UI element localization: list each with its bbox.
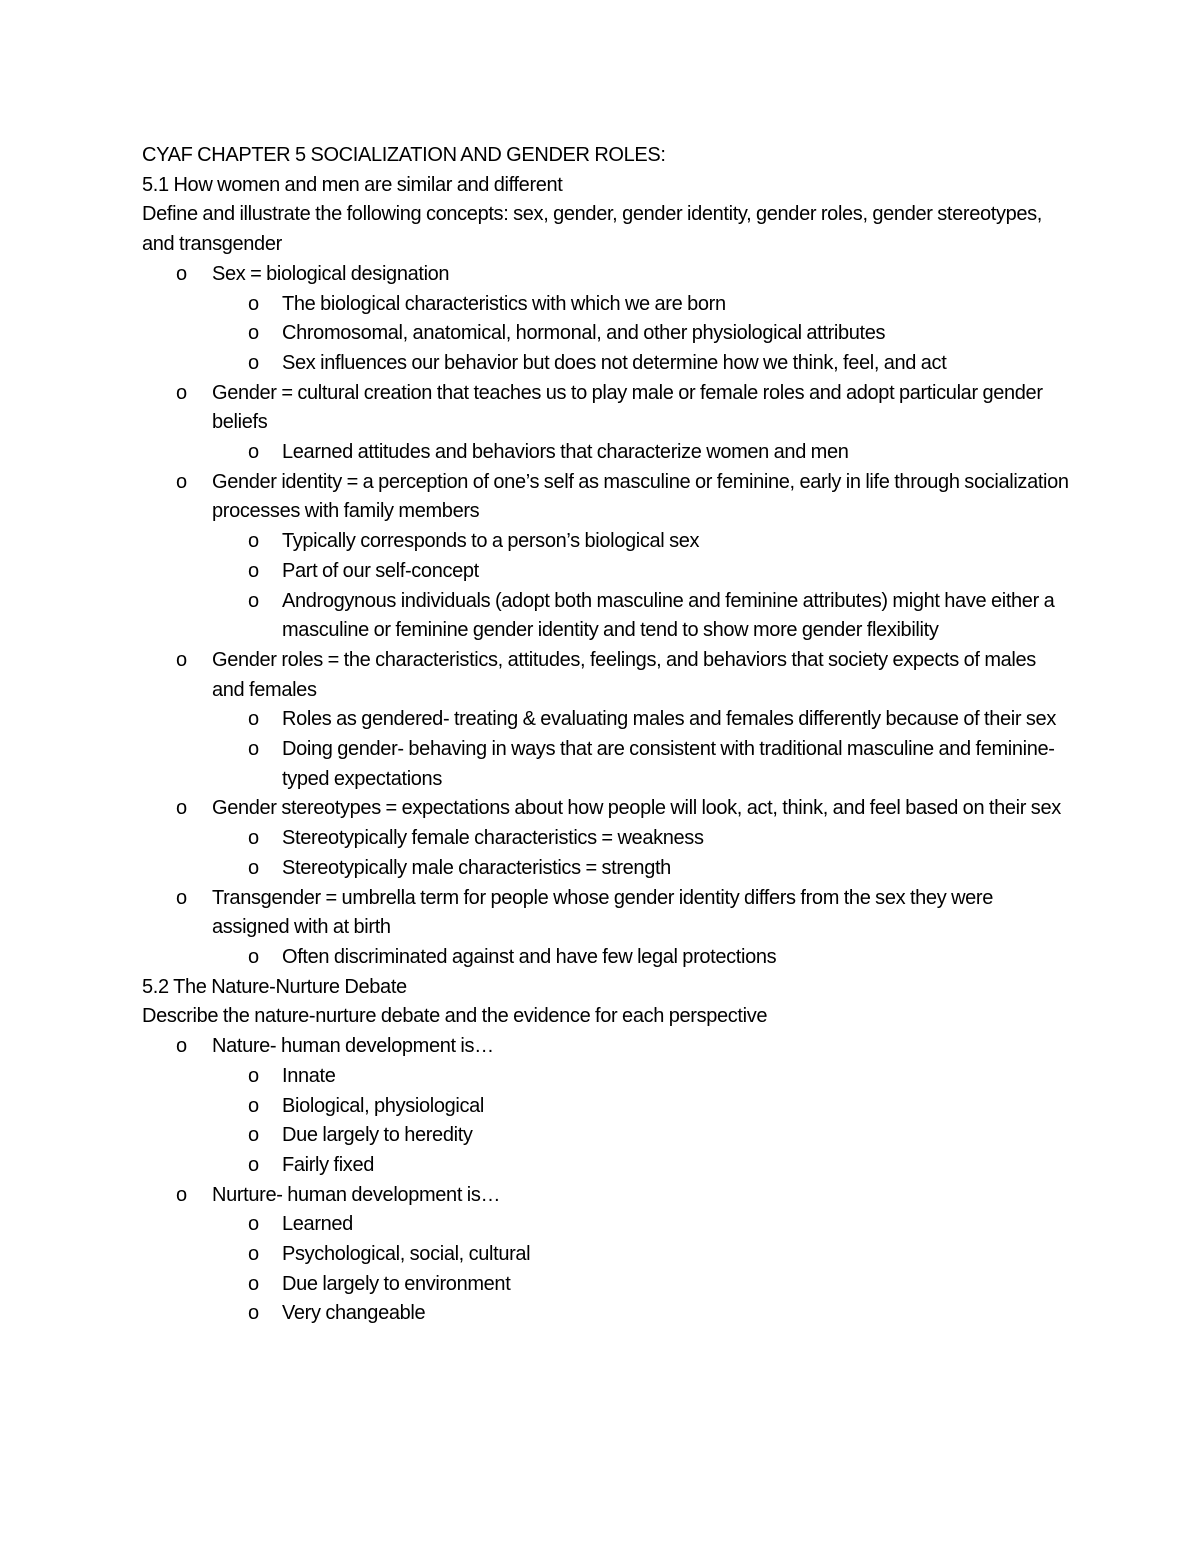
sub-list-item [142, 1240, 1072, 1270]
list-item [142, 794, 1072, 824]
sub-list-item-text: Androgynous individuals (adopt both masculine and feminine attributes) might have either a masculine or feminine gender identity and tend to show more gender flexibility [282, 589, 1055, 642]
list-item [142, 1181, 1072, 1211]
sub-list-item [142, 824, 1072, 854]
bullet-icon: o [248, 1302, 259, 1325]
bullet-icon: o [248, 322, 259, 345]
sub-list-item-text: Due largely to environment [282, 1272, 511, 1295]
sub-list-item-text: The biological characteristics with which we are born [282, 292, 726, 315]
sub-list-item-text: Chromosomal, anatomical, hormonal, and other physiological attributes [282, 322, 886, 345]
bullet-icon: o [248, 559, 259, 582]
sub-list-item-text: Sex influences our behavior but does not determine how we think, feel, and act [282, 351, 947, 374]
sub-list-item-text: Roles as gendered- treating & evaluating males and females differently because of their sex [282, 708, 1056, 731]
list-item [142, 468, 1072, 527]
bullet-icon: o [248, 1213, 259, 1236]
bullet-icon: o [248, 530, 259, 553]
sub-list-item-text: Learned attitudes and behaviors that characterize women and men [282, 441, 849, 464]
bullet-icon: o [248, 351, 259, 374]
bullet-icon: o [248, 1064, 259, 1087]
sub-list-item [142, 1121, 1072, 1151]
sub-list-item [142, 1270, 1072, 1300]
bullet-icon: o [248, 945, 259, 968]
bullet-icon: o [176, 797, 187, 820]
list-item-text: Gender = cultural creation that teaches us to play male or female roles and adopt particular gender beliefs [212, 381, 1043, 434]
list-item-text: Gender identity = a perception of one’s self as masculine or feminine, early in life through socialization processes with family members [212, 470, 1069, 523]
list-item-text: Transgender = umbrella term for people whose gender identity differs from the sex they were assigned with at birth [212, 886, 994, 939]
bullet-icon: o [248, 827, 259, 850]
bullet-icon: o [248, 1153, 259, 1176]
section-intro: Describe the nature-nurture debate and the evidence for each perspective [142, 1005, 768, 1028]
sub-list-item-text: Biological, physiological [282, 1094, 484, 1117]
document-title: CYAF CHAPTER 5 SOCIALIZATION AND GENDER ROLES: [142, 144, 666, 166]
sub-list-item [142, 1092, 1072, 1122]
sub-list-item [142, 349, 1072, 379]
sub-list-item-text: Typically corresponds to a person’s biological sex [282, 530, 700, 553]
bullet-icon: o [176, 1183, 187, 1206]
bullet-icon: o [176, 886, 187, 909]
sub-list-item [142, 735, 1072, 794]
sub-list-item-text: Innate [282, 1064, 336, 1087]
sub-list-item [142, 943, 1072, 973]
bullet-icon: o [248, 1243, 259, 1266]
sub-list-item [142, 854, 1072, 884]
sub-list-item [142, 527, 1072, 557]
sub-list-item [142, 1299, 1072, 1329]
bullet-icon: o [248, 1094, 259, 1117]
sub-list-item-text: Stereotypically female characteristics = weakness [282, 827, 704, 850]
sub-list-item [142, 1151, 1072, 1181]
sub-list-item [142, 587, 1072, 646]
sub-list-item-text: Due largely to heredity [282, 1124, 473, 1147]
list-item-text: Nature- human development is… [212, 1035, 494, 1058]
sub-list-item-text: Doing gender- behaving in ways that are consistent with traditional masculine and feminine-typed expectations [282, 738, 1055, 790]
list-item-text: Nurture- human development is… [212, 1183, 501, 1206]
sub-list-item [142, 557, 1072, 587]
sub-list-item-text: Fairly fixed [282, 1153, 374, 1176]
sub-list-item [142, 1062, 1072, 1092]
sub-list-item-text: Psychological, social, cultural [282, 1243, 531, 1266]
sub-list-item [142, 438, 1072, 468]
bullet-icon: o [248, 292, 259, 315]
bullet-icon: o [176, 1035, 187, 1058]
list-item [142, 260, 1072, 290]
section-heading: 5.1 How women and men are similar and different [142, 173, 563, 196]
sub-list-item-text: Part of our self-concept [282, 559, 479, 582]
sub-list-item-text: Learned [282, 1213, 353, 1236]
sub-list-item [142, 319, 1072, 349]
bullet-icon: o [248, 856, 259, 879]
section-intro: Define and illustrate the following concepts: sex, gender, gender identity, gender roles, gender stereotypes, and transgender [142, 203, 1042, 256]
bullet-icon: o [248, 738, 259, 761]
bullet-icon: o [176, 381, 187, 404]
bullet-icon: o [248, 1124, 259, 1147]
sub-list-item [142, 1210, 1072, 1240]
sub-list-item [142, 705, 1072, 735]
bullet-icon: o [248, 1272, 259, 1295]
list-item [142, 884, 1072, 943]
bullet-icon: o [248, 441, 259, 464]
section-heading: 5.2 The Nature-Nurture Debate [142, 975, 407, 998]
sub-list-item-text: Often discriminated against and have few legal protections [282, 945, 777, 968]
sub-list-item-text: Stereotypically male characteristics = strength [282, 856, 671, 879]
list-item-text: Gender stereotypes = expectations about how people will look, act, think, and feel based on their sex [212, 797, 1061, 820]
list-item [142, 1032, 1072, 1062]
bullet-icon: o [176, 470, 187, 493]
list-item-text: Sex = biological designation [212, 262, 450, 285]
sub-list-item [142, 290, 1072, 320]
list-item [142, 646, 1072, 705]
bullet-icon: o [176, 262, 187, 285]
bullet-icon: o [248, 589, 259, 612]
document-page [142, 141, 1072, 1329]
bullet-icon: o [248, 708, 259, 731]
sub-list-item-text: Very changeable [282, 1302, 426, 1325]
bullet-icon: o [176, 648, 187, 671]
list-item [142, 379, 1072, 438]
list-item-text: Gender roles = the characteristics, attitudes, feelings, and behaviors that society expects of males and females [212, 648, 1036, 701]
